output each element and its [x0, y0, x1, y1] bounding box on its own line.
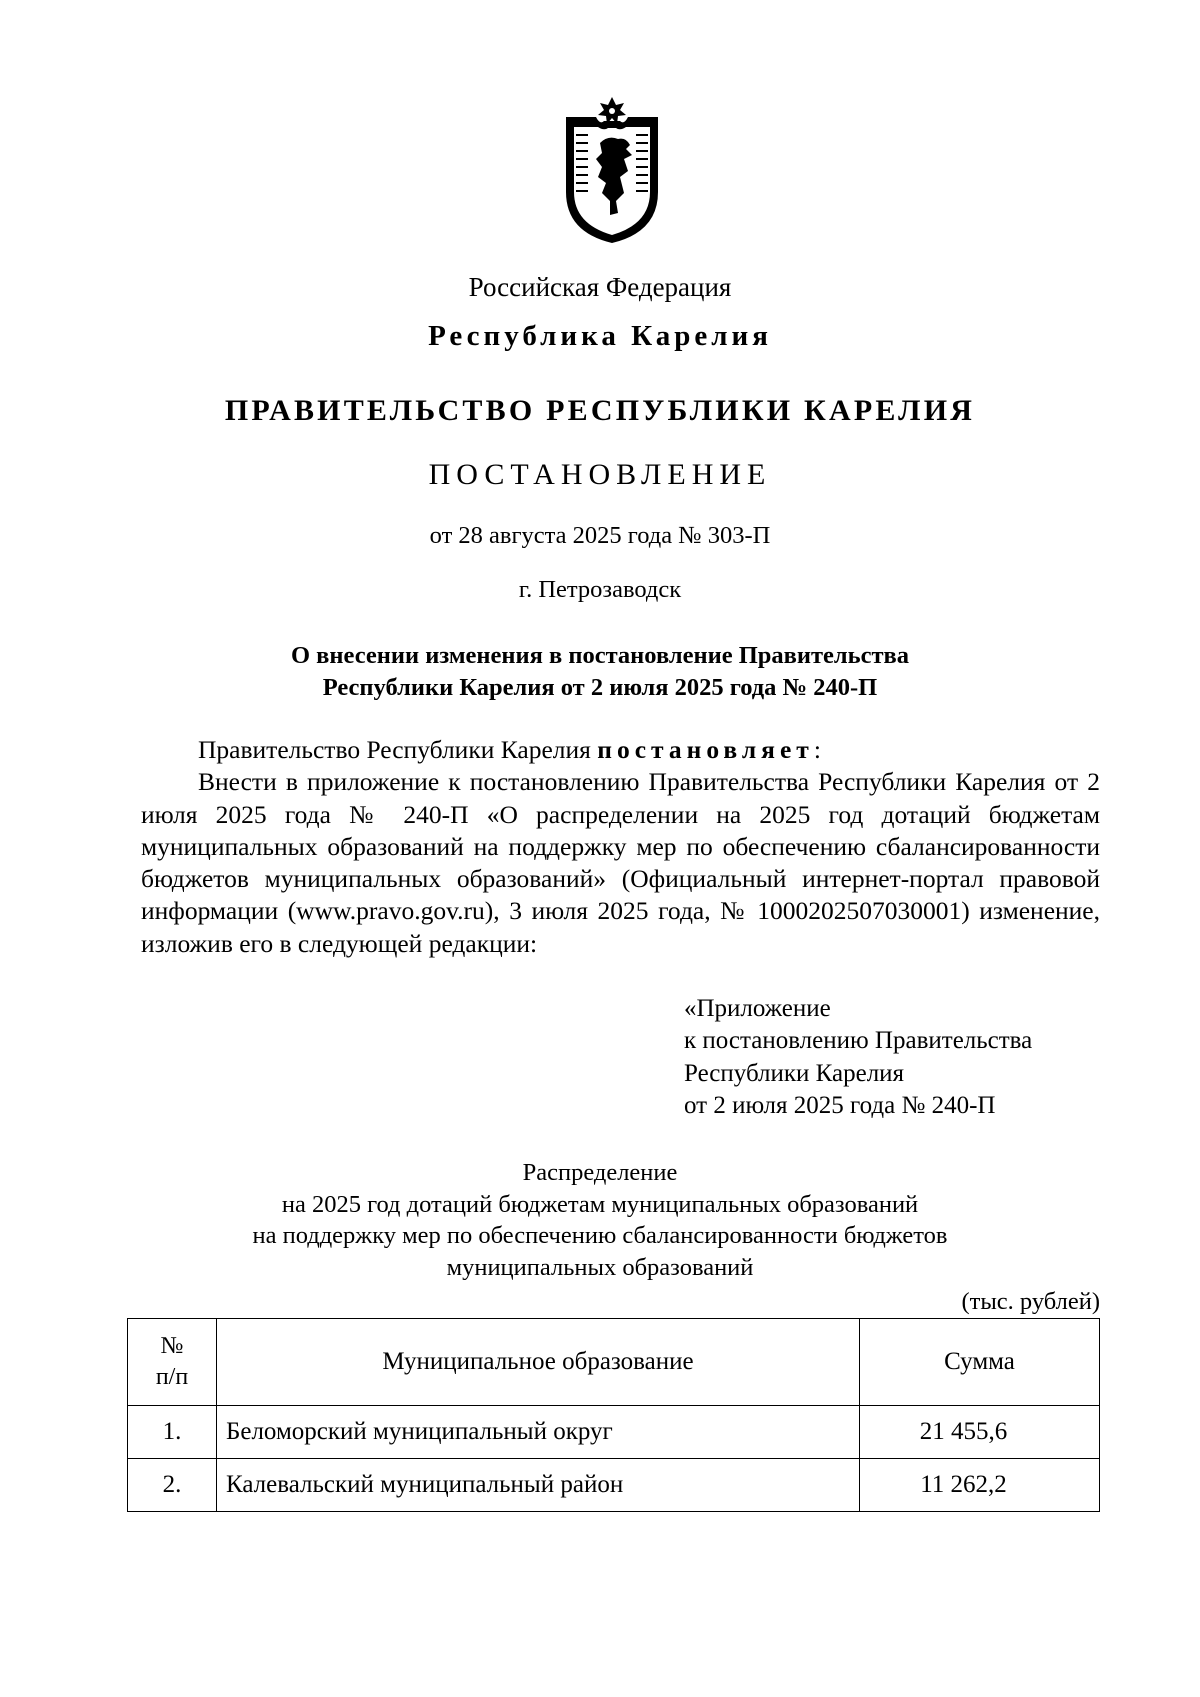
- decree-date-number: от 28 августа 2025 года № 303-П: [429, 522, 771, 549]
- annex-header: [684, 993, 1032, 1123]
- decree-title: [0, 640, 1200, 704]
- republic-name: Республика Карелия: [428, 320, 772, 352]
- row-sum: 11 262,2: [920, 1471, 1007, 1498]
- government-name: ПРАВИТЕЛЬСТВО РЕСПУБЛИКИ КАРЕЛИЯ: [224, 394, 976, 427]
- table-row: [128, 1459, 1100, 1512]
- row-name: Калевальский муниципальный район: [217, 1459, 860, 1512]
- header-sum: Сумма: [860, 1319, 1100, 1406]
- row-sum: 21 455,6: [919, 1418, 1008, 1445]
- distribution-title: [0, 1157, 1200, 1283]
- distribution-line-2: на 2025 год дотаций бюджетам муниципальных образований: [281, 1190, 919, 1218]
- row-num: 1.: [128, 1406, 217, 1459]
- row-num: 2.: [128, 1459, 217, 1512]
- row-sum-cell: [860, 1459, 1100, 1512]
- country-name: Российская Федерация: [468, 272, 732, 302]
- distribution-line-1: Распределение: [522, 1159, 678, 1186]
- decree-body: [141, 734, 1100, 960]
- city: г. Петрозаводск: [518, 576, 682, 603]
- intro-suffix: :: [813, 735, 821, 764]
- intro-keyword: постановляет: [597, 735, 814, 764]
- row-sum-cell: [860, 1406, 1100, 1459]
- header-name: Муниципальное образование: [217, 1319, 860, 1406]
- annex-line-2: к постановлению Правительства: [684, 1027, 1033, 1055]
- table-header-row: [128, 1319, 1100, 1406]
- intro-paragraph: [141, 734, 1100, 766]
- main-paragraph: Внести в приложение к постановлению Правительства Республики Карелия от 2 июля 2025 года № 240-П «О распределении на 2025 год дотаций бюджетам муниципальных образований на поддержку мер по обеспечению сбалансированности бюджетов муниципальных образований» (Официальный интернет-портал правовой информации (www.pravo.gov.ru), 3 июля 2025 года, № 1000202507030001) изменение, изложив его в следующей редакции:: [141, 767, 1100, 958]
- table-row: [128, 1406, 1100, 1459]
- annex-line-4: от 2 июля 2025 года № 240-П: [684, 1092, 996, 1120]
- header-num-line-2: п/п: [155, 1364, 189, 1390]
- intro-prefix: Правительство Республики Карелия: [198, 735, 591, 764]
- allocation-table: [127, 1318, 1100, 1512]
- header-num: [128, 1319, 217, 1406]
- annex-line-1: «Приложение: [684, 995, 831, 1022]
- decree-title-line-2: Республики Карелия от 2 июля 2025 года № 240-П: [322, 674, 878, 701]
- units-label: (тыс. рублей): [961, 1288, 1100, 1315]
- row-name: Беломорский муниципальный округ: [217, 1406, 860, 1459]
- annex-line-3: Республики Карелия: [684, 1059, 905, 1087]
- distribution-line-3: на поддержку мер по обеспечению сбалансированности бюджетов: [252, 1222, 948, 1249]
- decree-type: ПОСТАНОВЛЕНИЕ: [428, 458, 772, 491]
- header-num-line-1: №: [160, 1333, 184, 1359]
- karelia-coat-of-arms-icon: [560, 97, 664, 245]
- distribution-line-4: муниципальных образований: [446, 1253, 754, 1281]
- decree-title-line-1: О внесении изменения в постановление Правительства: [291, 642, 909, 669]
